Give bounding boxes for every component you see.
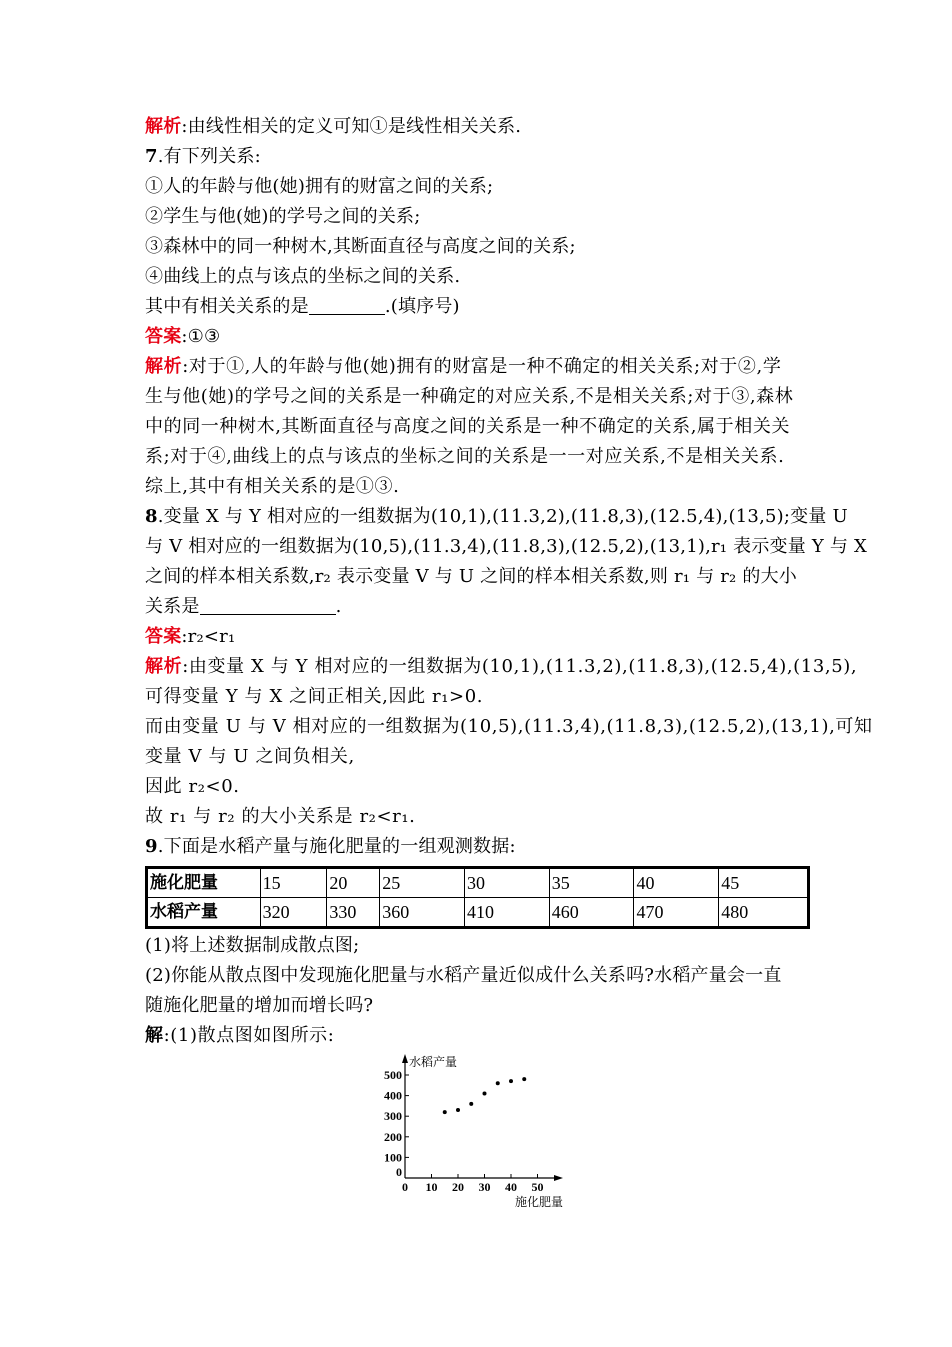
q8-analysis-1: 解析:由变量 X 与 Y 相对应的一组数据为(10,1),(11.3,2),(11.8,3),(12.5,4),(13,5),: [145, 656, 858, 677]
row-header: 施化肥量: [147, 868, 261, 898]
x-tick-label: 0: [402, 1180, 408, 1194]
table-cell: 460: [549, 898, 634, 928]
table-cell: 15: [260, 868, 327, 898]
data-point: [483, 1092, 487, 1096]
x-axis-label: 施化肥量: [515, 1195, 564, 1209]
table-cell: 40: [634, 868, 719, 898]
y-tick-label: 200: [384, 1129, 402, 1144]
question-8-title: 8.变量 X 与 Y 相对应的一组数据为(10,1),(11.3,2),(11.8,3),(12.5,4),(13,5);变量 U: [145, 506, 848, 527]
data-point: [443, 1110, 447, 1114]
q7-option-1: ①人的年龄与他(她)拥有的财富之间的关系;: [145, 176, 494, 197]
x-tick-label: 30: [478, 1180, 491, 1194]
y-tick-label: 500: [384, 1068, 402, 1082]
table-cell: 330: [327, 898, 380, 928]
q8-analysis-6: 故 r₁ 与 r₂ 的大小关系是 r₂<r₁.: [145, 806, 416, 827]
q7-analysis-2: 生与他(她)的学号之间的关系是一种确定的对应关系,不是相关关系;对于③,森林: [145, 386, 794, 407]
y-tick-label: 300: [384, 1109, 402, 1124]
q8-analysis-4: 变量 V 与 U 之间负相关,: [145, 746, 355, 767]
q7-option-4: ④曲线上的点与该点的坐标之间的关系.: [145, 266, 461, 287]
q8-prompt: 关系是 .: [145, 596, 342, 617]
q7-analysis-1: 解析:对于①,人的年龄与他(她)拥有的财富是一种不确定的相关关系;对于②,学: [145, 356, 782, 377]
document-page: [145, 112, 873, 1051]
table-cell: 480: [719, 898, 809, 928]
q7-option-2: ②学生与他(她)的学号之间的关系;: [145, 206, 421, 227]
q7-prompt: 其中有相关关系的是 .(填序号): [145, 296, 460, 317]
q8-analysis-3: 而由变量 U 与 V 相对应的一组数据为(10,5),(11.3,4),(11.8,3),(12.5,2),(13,1),可知: [145, 716, 873, 737]
answer-blank: [200, 594, 336, 615]
x-tick-label: 50: [531, 1180, 544, 1194]
scatter-chart: [235, 932, 595, 1212]
q9-part-1: (1)将上述数据制成散点图;: [145, 935, 360, 956]
question-7-title: 7.有下列关系:: [145, 146, 261, 167]
y-tick-label: 0: [396, 1165, 402, 1179]
table-cell: 30: [465, 868, 550, 898]
table-cell: 20: [327, 868, 380, 898]
x-tick-label: 10: [425, 1180, 438, 1194]
y-tick-label: 400: [384, 1088, 402, 1103]
table-cell: 410: [465, 898, 550, 928]
q7-analysis-4: 系;对于④,曲线上的点与该点的坐标之间的关系是一一对应关系,不是相关关系.: [145, 446, 785, 467]
y-tick-label: 100: [384, 1150, 402, 1165]
data-point: [496, 1081, 500, 1085]
y-axis-arrow: [402, 1054, 408, 1063]
table-cell: 35: [549, 868, 634, 898]
analysis-6: 解析:由线性相关的定义可知①是线性相关关系.: [145, 116, 522, 137]
data-point: [522, 1077, 526, 1081]
x-tick-label: 20: [452, 1180, 464, 1194]
table-cell: 360: [380, 898, 465, 928]
q9-part-2b: 随施化肥量的增加而增长吗?: [145, 995, 374, 1016]
table-row: [147, 898, 809, 928]
q8-answer: 答案:r₂<r₁: [145, 626, 236, 647]
table-cell: 320: [260, 898, 327, 928]
answer-blank: [309, 294, 385, 315]
q8-analysis-2: 可得变量 Y 与 X 之间正相关,因此 r₁>0.: [145, 686, 484, 707]
table-cell: 470: [634, 898, 719, 928]
q9-solution: 解:(1)散点图如图所示:: [145, 1025, 335, 1046]
q8-text-2: 与 V 相对应的一组数据为(10,5),(11.3,4),(11.8,3),(12.5,2),(13,1),r₁ 表示变量 Y 与 X: [145, 536, 867, 557]
q7-option-3: ③森林中的同一种树木,其断面直径与高度之间的关系;: [145, 236, 576, 257]
data-point: [456, 1108, 460, 1112]
y-axis-label: 水稻产量: [409, 1055, 458, 1069]
row-header: 水稻产量: [147, 898, 261, 928]
q7-analysis-5: 综上,其中有相关关系的是①③.: [145, 476, 400, 497]
q8-text-3: 之间的样本相关系数,r₂ 表示变量 V 与 U 之间的样本相关系数,则 r₁ 与 r₂ 的大小: [145, 566, 797, 587]
table-cell: 45: [719, 868, 809, 898]
x-tick-label: 40: [505, 1180, 517, 1194]
table-cell: 25: [380, 868, 465, 898]
q9-part-2a: (2)你能从散点图中发现施化肥量与水稻产量近似成什么关系吗?水稻产量会一直: [145, 965, 782, 986]
data-point: [469, 1102, 473, 1106]
x-axis-arrow: [554, 1175, 563, 1181]
q8-analysis-5: 因此 r₂<0.: [145, 776, 240, 797]
data-point: [509, 1079, 513, 1083]
q7-analysis-3: 中的同一种树木,其断面直径与高度之间的关系是一种不确定的关系,属于相关关: [145, 416, 791, 437]
observation-table: [145, 866, 810, 929]
question-9-title: 9.下面是水稻产量与施化肥量的一组观测数据:: [145, 836, 516, 857]
q7-answer: 答案:①③: [145, 326, 221, 347]
table-row: [147, 868, 809, 898]
